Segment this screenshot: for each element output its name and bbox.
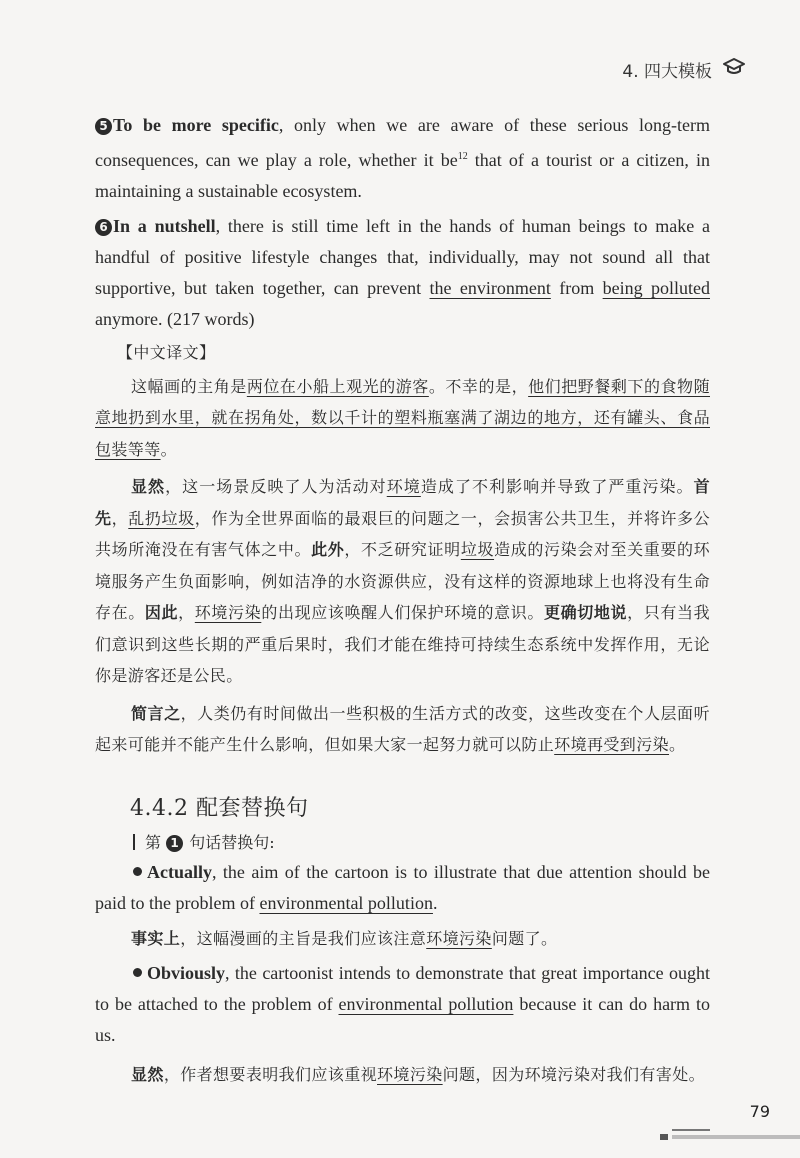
bold-phrase: 因此 <box>144 603 179 622</box>
text: because it can do harm to us. <box>95 994 710 1045</box>
underlined-phrase: the environment <box>429 278 551 298</box>
underlined-phrase: environmental pollution <box>259 892 433 913</box>
bold-phrase: 首先 <box>95 477 711 528</box>
bold-phrase: 简言之 <box>131 703 181 723</box>
underlined-phrase: 他们把野餐剩下的食物随意地扔到水里，就在拐角处，数以千计的塑料瓶塞满了湖边的地方，还有罐头、食品包装等等 <box>95 376 710 459</box>
replacement-translation-1 <box>95 923 710 955</box>
text: , the cartoonist intends to demonstrate that great importance ought to be attached to the problem of <box>95 963 710 1014</box>
footer-rule <box>672 1129 710 1131</box>
paragraph-text: , there is still time left in the hands of human beings to make a handful of positive lifestyle changes that, individually, may not sound all that supportive, but taken together, can prevent <box>95 216 710 298</box>
circled-number-1: 1 <box>166 835 183 852</box>
chapter-title: 4. 四大模板 <box>622 62 712 82</box>
replacement-sentence-1 <box>95 857 710 919</box>
underlined-phrase: 乱扔垃圾 <box>128 508 195 528</box>
text: . <box>432 892 438 913</box>
footer-bar <box>672 1135 800 1139</box>
text: ，只有当我们意识到这些长期的严重后果时，我们才能在维持可持续生态系统中发挥作用，无论你是游客还是公民。 <box>95 603 710 685</box>
lead-phrase: Obviously <box>147 963 226 983</box>
text: ， <box>178 603 195 622</box>
text: ，不乏研究证明 <box>344 540 461 559</box>
footer-block <box>660 1134 668 1140</box>
bold-phrase: 显然 <box>131 1065 164 1084</box>
footnote-ref: 12 <box>457 151 468 162</box>
footer-decoration <box>660 1133 800 1141</box>
text: 。不幸的是， <box>428 376 529 396</box>
bold-phrase: 此外 <box>311 540 345 559</box>
underlined-phrase: environmental pollution <box>338 994 514 1014</box>
running-header <box>622 56 746 83</box>
replacement-sentence-2 <box>95 958 710 1051</box>
text: 句话替换句: <box>189 832 275 852</box>
text: 问题了。 <box>491 928 558 948</box>
text: ，这幅漫画的主旨是我们应该注意 <box>180 928 427 948</box>
translation-paragraph-1 <box>95 371 710 466</box>
translation-paragraph-2 <box>95 471 710 692</box>
text: ， <box>111 508 129 528</box>
paragraph-text: , only when we are aware of these serious long-term consequences, can we play a role, whether it be <box>95 115 710 170</box>
text: 的出现应该唤醒人们保护环境的意识。 <box>261 603 544 622</box>
paragraph-6 <box>95 211 710 335</box>
text: ，人类仍有时间做出一些积极的生活方式的改变，这些改变在个人层面听起来可能并不能产生什么影响，但如果大家一起努力就可以防止 <box>95 703 710 754</box>
text: 。 <box>160 439 178 459</box>
underlined-phrase: 环境再受到污染 <box>554 735 670 754</box>
paragraph-text: anymore. (217 words) <box>95 309 255 329</box>
bold-phrase: 更确切地说 <box>543 603 628 622</box>
circled-number-5: 5 <box>95 118 112 135</box>
text: ，作者想要表明我们应该重视 <box>163 1065 378 1084</box>
section-title: 4.4.2 配套替换句 <box>130 795 309 821</box>
divider <box>133 834 135 850</box>
text: 这幅画的主角是 <box>131 376 247 396</box>
text: ，作为全世界面临的最艰巨的问题之一，会损害公共卫生，并将许多公共场所淹没在有害气体之中。 <box>95 508 711 559</box>
bullet <box>133 867 142 876</box>
paragraph-text: that of a tourist or a citizen, in maintaining a sustainable ecosystem. <box>95 150 710 201</box>
bullet <box>133 968 142 977</box>
sub-heading <box>133 830 710 853</box>
underlined-phrase: 环境污染 <box>377 1065 443 1084</box>
translation-heading: 【中文译文】 <box>117 343 216 362</box>
graduation-cap-icon <box>722 56 746 83</box>
page-content <box>95 110 710 1093</box>
underlined-phrase: 两位在小船上观光的游客 <box>246 376 429 396</box>
text: 造成的污染会对至关重要的环境服务产生负面影响，例如洁净的水资源供应，没有这样的资源地球上也将没有生命存在。 <box>95 540 710 622</box>
replacement-translation-2 <box>95 1059 710 1091</box>
page-number: 79 <box>749 1102 770 1121</box>
translation-paragraph-3 <box>95 698 710 761</box>
bold-phrase: 显然 <box>131 477 166 496</box>
underlined-phrase: 环境 <box>386 477 421 496</box>
paragraph-5 <box>95 110 710 207</box>
text: ，这一场景反映了人为活动对 <box>165 477 387 496</box>
bold-phrase: 事实上 <box>131 928 181 948</box>
text: 造成了不利影响并导致了严重污染。 <box>420 477 694 496</box>
underlined-phrase: being polluted <box>602 278 710 298</box>
lead-phrase: Actually <box>147 861 212 882</box>
lead-phrase: In a nutshell <box>113 216 216 236</box>
underlined-phrase: 环境污染 <box>426 928 492 948</box>
text: 问题，因为环境污染对我们有害处。 <box>442 1065 706 1084</box>
underlined-phrase: 垃圾 <box>460 540 495 559</box>
text: , the aim of the cartoon is to illustrate that due attention should be paid to the problem of <box>95 861 710 913</box>
paragraph-text: from <box>550 278 603 298</box>
text: 。 <box>669 735 686 754</box>
circled-number-6: 6 <box>95 219 112 236</box>
lead-phrase: To be more specific <box>113 115 279 135</box>
underlined-phrase: 环境污染 <box>194 603 262 622</box>
text: 第 <box>145 832 162 852</box>
